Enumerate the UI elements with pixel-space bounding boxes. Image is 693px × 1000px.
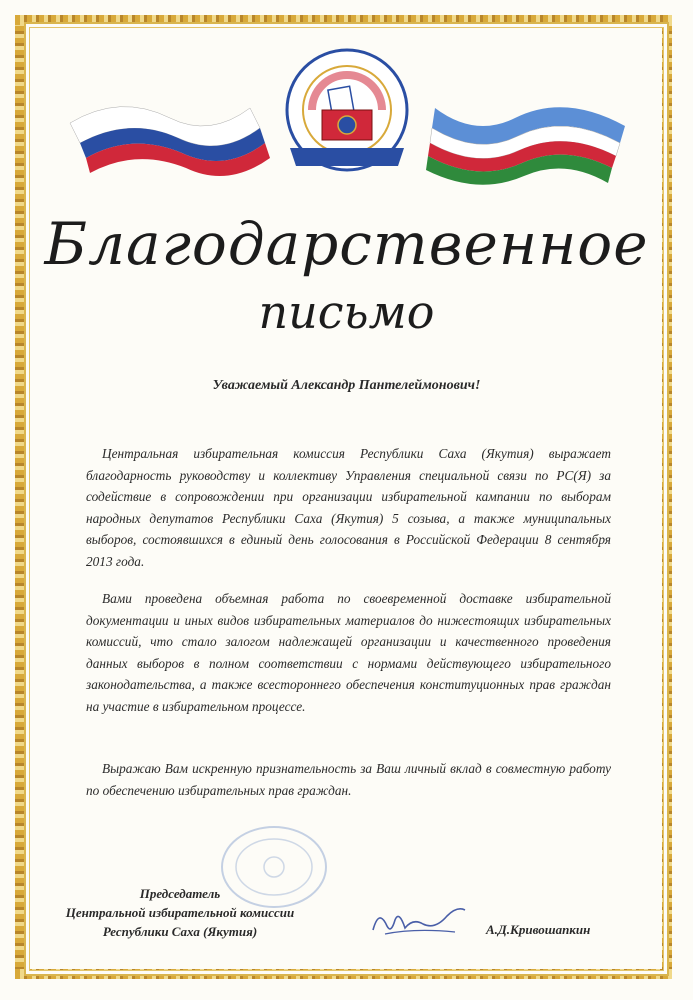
paragraph-1 <box>86 443 611 572</box>
position-line-2: Центральной избирательной комиссии <box>65 905 295 920</box>
paragraph-2 <box>86 588 611 717</box>
title-line-1: Благодарственное <box>44 210 649 278</box>
russian-flag-ribbon <box>70 107 270 176</box>
emblem-with-flags <box>60 48 635 198</box>
paragraph-3-text: Выражаю Вам искренную признательность за Ваш личный вклад в совместную работу по обеспечению избирательных прав граждан. <box>86 761 611 798</box>
position-line-3: Республики Саха (Якутия) <box>102 924 258 939</box>
paragraph-3 <box>86 758 611 801</box>
salutation: Уважаемый Александр Пантелеймонович! <box>212 378 481 393</box>
signatory-name: А.Д.Кривошапкин <box>486 922 591 937</box>
commission-emblem <box>287 50 407 170</box>
paragraph-2-text: Вами проведена объемная работа по своевременной доставке избирательной документации и иных видов избирательных материалов до нижестоящих избирательных комиссий, что стало залогом надлежащей организации и качественного проведения данных выборов в полном соответствии с нормами действующего избирательного законодательства, а также всестороннего обеспечения конституционных прав граждан на участие в избирательном процессе. <box>86 591 611 714</box>
paragraph-1-text: Центральная избирательная комиссия Республики Саха (Якутия) выражает благодарность руководству и коллективу Управления специальной связи по РС(Я) за содействие в сопровождении при организации избирательной кампании по выборам народных депутатов Республики Саха (Якутия) 5 созыва, а также муниципальных выборов, состоявшихся в единый день голосования в Российской Федерации 8 сентября 2013 года. <box>86 446 611 569</box>
position-line-1: Председатель <box>139 886 221 901</box>
signatory-position <box>60 884 300 941</box>
handwritten-signature-icon <box>365 898 475 943</box>
yakutia-flag-ribbon <box>426 107 625 184</box>
title-line-2: письмо <box>258 285 435 339</box>
